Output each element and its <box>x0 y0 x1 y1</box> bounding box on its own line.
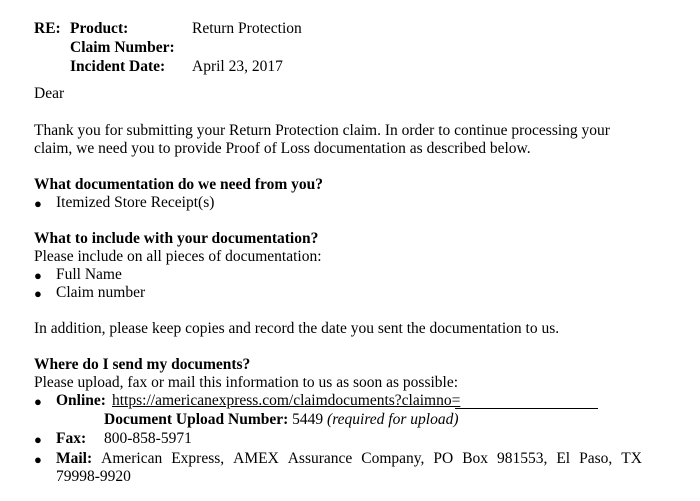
mail-word: El <box>556 450 571 467</box>
claim-number-underline <box>455 408 598 409</box>
re-label: RE: <box>34 20 61 37</box>
mail-word: Paso, <box>579 450 613 467</box>
online-url-link[interactable]: https://americanexpress.com/claimdocuments?claimno= <box>112 392 461 409</box>
upload-note: (required for upload) <box>327 411 459 428</box>
incident-date-value: April 23, 2017 <box>192 58 283 75</box>
mail-word: Box <box>462 450 489 467</box>
mail-word: TX <box>621 450 642 467</box>
docs-item-receipt: Itemized Store Receipt(s) <box>56 194 215 211</box>
mail-word: 981553, <box>497 450 548 467</box>
addition-text: In addition, please keep copies and record the date you sent the documentation to us. <box>34 320 560 337</box>
include-item-name: Full Name <box>56 266 122 283</box>
mail-word: AMEX <box>233 450 279 467</box>
include-subtext: Please include on all pieces of documentation: <box>34 248 322 265</box>
bullet-icon: ● <box>34 432 42 447</box>
bullet-icon: ● <box>34 452 42 467</box>
send-subtext: Please upload, fax or mail this information to us as soon as possible: <box>34 374 459 391</box>
mail-word: Assurance <box>287 450 353 467</box>
include-heading: What to include with your documentation? <box>34 230 319 247</box>
upload-number-line <box>104 411 458 429</box>
mail-word: Express, <box>171 450 225 467</box>
product-value: Return Protection <box>192 20 302 37</box>
upload-number-value: 5449 <box>292 411 324 428</box>
send-heading: Where do I send my documents? <box>34 356 251 373</box>
mail-line <box>56 450 642 468</box>
docs-heading: What documentation do we need from you? <box>34 176 324 193</box>
bullet-icon: ● <box>34 286 42 301</box>
claim-number-label: Claim Number: <box>70 39 175 56</box>
mail-word: American <box>101 450 163 467</box>
bullet-icon: ● <box>34 268 42 283</box>
intro-line-1: Thank you for submitting your Return Protection claim. In order to continue processing your <box>34 122 610 139</box>
intro-line-2: claim, we need you to provide Proof of Loss documentation as described below. <box>34 140 531 157</box>
bullet-icon: ● <box>34 196 42 211</box>
upload-number-label: Document Upload Number: <box>104 411 289 428</box>
incident-date-label: Incident Date: <box>70 58 166 75</box>
mail-word: Company, <box>361 450 425 467</box>
mail-zip: 79998-9920 <box>56 468 131 485</box>
fax-label: Fax: <box>56 430 87 447</box>
product-label: Product: <box>70 20 129 37</box>
mail-word: PO <box>433 450 454 467</box>
include-item-claim: Claim number <box>56 284 146 301</box>
fax-number: 800-858-5971 <box>104 430 192 447</box>
mail-label: Mail: <box>56 450 93 467</box>
salutation: Dear <box>34 85 65 102</box>
bullet-icon: ● <box>34 394 42 409</box>
online-label: Online: <box>56 392 106 409</box>
